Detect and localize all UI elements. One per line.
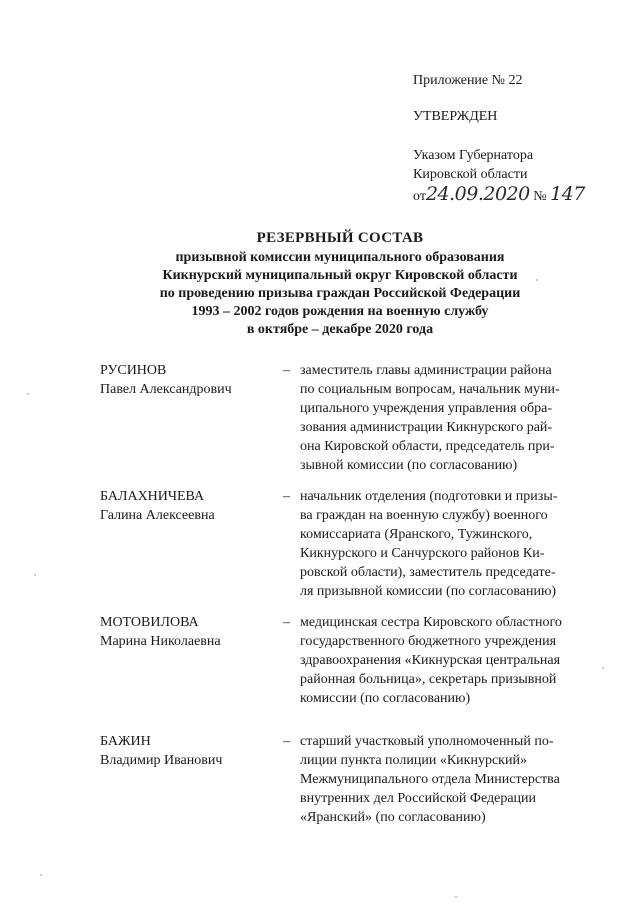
role-line: здравоохранения «Кикнурская центральная [300,653,561,668]
role-line: ва граждан на военную службу) военного [300,508,548,523]
scan-speck [602,667,604,669]
title-line: 1993 – 2002 годов рождения на военную службу [191,304,489,319]
role-line: Кикнурского и Санчурского районов Ки- [300,546,545,561]
approval-stamp-block [413,71,613,206]
role-line: ровской области), заместитель председате- [300,565,556,580]
member-surname: МОТОВИЛОВА [100,615,199,630]
member-name [100,613,280,651]
title-line: Кикнурский муниципальный округ Кировской области [162,268,518,283]
decree-line-1: Указом Губернатора [413,148,534,163]
scan-speck [536,279,538,281]
approved-label: УТВЕРЖДЕН [413,109,498,124]
member-name [100,732,280,770]
member-role [300,361,590,475]
role-line: по социальным вопросам, начальник муни- [300,382,560,397]
decree-date-row [413,185,613,206]
role-line: комиссариата (Яранского, Тужинского, [300,527,533,542]
member-dash: – [283,363,290,378]
role-line: заместитель главы администрации района [300,363,552,378]
role-line: государственного бюджетного учреждения [300,634,557,649]
role-line: внутренних дел Российской Федерации [300,791,537,806]
role-line: районная больница», секретарь призывной [300,672,557,687]
scan-speck [27,393,29,395]
member-given-name: Марина Николаевна [100,634,221,649]
member-surname: БАЖИН [100,734,151,749]
scan-speck [40,874,42,876]
member-given-name: Владимир Иванович [100,753,223,768]
member-role [300,613,590,708]
date-prefix: от [413,189,426,204]
role-line: начальник отделения (подготовки и призы- [300,489,558,504]
decree-line-2: Кировской области [413,167,528,182]
member-dash: – [283,615,290,630]
role-line: «Яранский» (по согласованию) [300,810,486,825]
member-name [100,487,280,525]
member-given-name: Павел Александрович [100,382,232,397]
document-title [90,229,590,339]
member-role [300,487,590,601]
number-prefix: № [533,189,547,204]
handwritten-date: 24.09.2020 [425,183,530,205]
role-line: зования администрации Кикнурского рай- [300,420,553,435]
role-line: медицинская сестра Кировского областного [300,615,562,630]
member-surname: БАЛАХНИЧЕВА [100,489,205,504]
title-main: РЕЗЕРВНЫЙ СОСТАВ [256,230,424,246]
member-given-name: Галина Алексеевна [100,508,215,523]
role-line: лиции пункта полиции «Кикнурский» [300,753,527,768]
scan-speck [34,574,36,576]
member-surname: РУСИНОВ [100,363,167,378]
role-line: ля призывной комиссии (по согласованию) [300,584,557,599]
role-line: Межмуниципального отдела Министерства [300,772,560,787]
member-role [300,732,590,827]
title-line: в октябре – декабре 2020 года [246,322,434,337]
member-dash: – [283,734,290,749]
handwritten-number: 147 [550,183,585,205]
role-line: зывной комиссии (по согласованию) [300,458,518,473]
member-name [100,361,280,399]
role-line: комиссии (по согласованию) [300,691,471,706]
role-line: ципального учреждения управления обра- [300,401,553,416]
title-line: по проведению призыва граждан Российской Федерации [159,286,521,301]
role-line: старший участковый уполномоченный по- [300,734,554,749]
role-line: она Кировской области, председатель при- [300,439,555,454]
member-dash: – [283,489,290,504]
appendix-number: Приложение № 22 [413,73,523,88]
scan-speck [455,896,457,898]
title-line: призывной комиссии муниципального образования [175,250,505,265]
